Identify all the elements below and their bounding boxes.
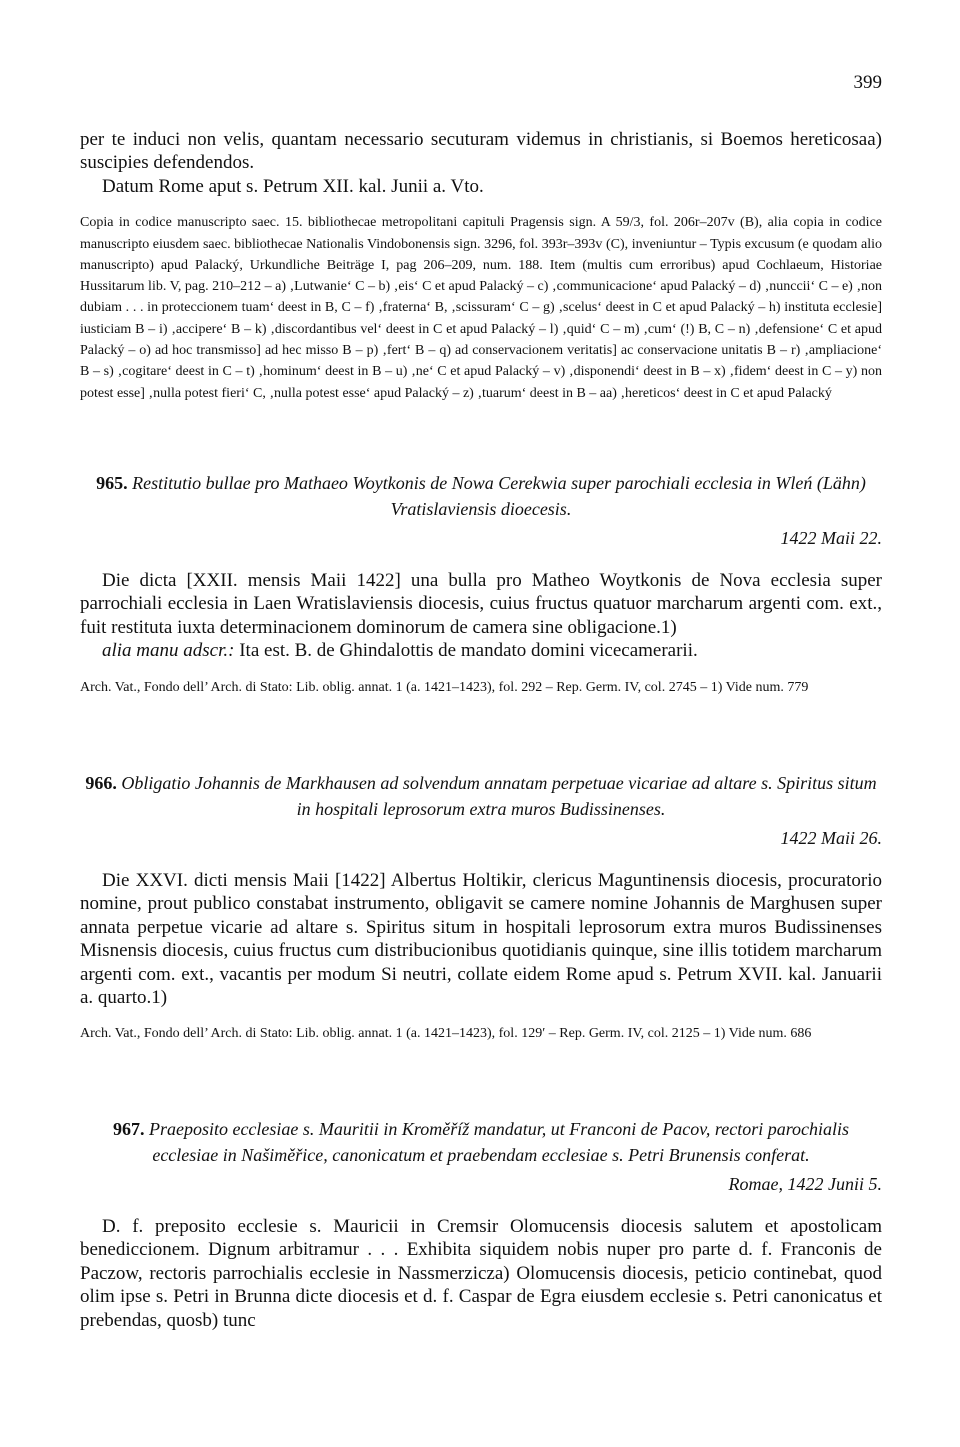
entry-notes: Arch. Vat., Fondo dell’ Arch. di Stato: Lib. oblig. annat. 1 (a. 1421–1423), fol. 292 – Rep. Germ. IV, col. 2745 – 1) Vide num. 779 [80,679,809,695]
datum-line: Datum Rome aput s. Petrum XII. kal. Junii a. Vto. [102,175,484,197]
entry-notes: Arch. Vat., Fondo dell’ Arch. di Stato: Lib. oblig. annat. 1 (a. 1421–1423), fol. 129′ – Rep. Germ. IV, col. 2125 – 1) Vide num. 686 [80,1026,812,1042]
entry-body: D. f. preposito ecclesie s. Mauricii in Cremsir Olomucensis diocesis salutem et apostolicam benediccionem. Dignum arbitramur . . . Exhibita siquidem nobis nuper pro parte d. f. Franconis de Paczow, rectoris parrochialis ecclesie in Nassmerzicza) Olomucensis diocesis, peticio continebat, quod olim ipse s. Petri in Brunna dicte diocesis et d. f. Caspar de Egra eiusdem ecclesie s. Petri canonicatus et prebendas, quosb) tunc [80,1216,882,1331]
entry-965 [80,470,882,698]
entry-date: Romae, 1422 Junii 5. [728,1174,882,1194]
entry-number: 966. [85,773,117,793]
apparatus-notes: Copia in codice manuscripto saec. 15. bibliothecae metropolitani capituli Pragensis sign. A 59/3, fol. 206r–207v (B), alia copia in codice manuscripto eiusdem saec. bibliothecae Nationalis Vindobonensis sign. 3296, fol. 393r–393v (C), inveniuntur – Typis excusum (e quodam alio manuscripto) apud Palacký, Urkundliche Beiträge I, pag 206–209, num. 188. Item (multis cum erroribus) apud Cochlaeum, Historiae Hussitarum lib. V, pag. 210–212 – a) ‚Lutwanie‘ C – b) ‚eis‘ C et apud Palacký – c) ‚communicacione‘ apud Palacký – d) ‚nunccii‘ C – e) ‚non dubiam . . . in proteccionem tuam‘ deest in B, C – f) ‚fraterna‘ B, ‚scissuram‘ C – g) ‚scelus‘ deest in C et apud Palacký – h) instituta ecclesie] iusticiam B – i) ‚accipere‘ B – k) ‚discordantibus vel‘ deest in C et apud Palacký – l) ‚quid‘ C – m) ‚cum‘ (!) B, C – n) ‚defensione‘ C et apud Palacký – o) ad hoc transmisso] ad hec misso B – p) ‚fert‘ B – q) ad conservacionem veritatis] ac conservacione unitatis B – r) ‚ampliacione‘ B – s) ‚cogitare‘ deest in C – t) ‚hominum‘ deest in B – u) ‚ne‘ C et apud Palacký – v) ‚disponendi‘ deest in B – x) ‚fidem‘ deest in C – y) non potest esse] ‚nulla potest fieri‘ C, ‚nulla potest esse‘ apud Palacký – z) ‚tuarum‘ deest in B – aa) ‚hereticos‘ deest in C et apud Palacký [80,215,882,401]
entry-title: Restitutio bullae pro Mathaeo Woytkonis de Nowa Cerekwia super parochiali ecclesia in Wleń (Lähn) Vratislaviensis dioecesis. [132,473,866,519]
continuation-text: per te induci non velis, quantam necessario secuturam videmus in christianis, si Boemos hereticosaa) suscipies defendendos. [80,129,882,174]
entry-body: Die XXVI. dicti mensis Maii [1422] Albertus Holtikir, clericus Maguntinensis diocesis, procuratorio nomine, prout publico constabat instrumento, obligavit se camere nomine Johannis de Marghusen super annata perpetue vicarie ad altare s. Spiritus situm in hospitali leprosorum extra muros Budissinenses Misnensis diocesis, cuius fructus cum distribucionibus quotidianis quinque, sine illis totidem marcharum argenti com. ext., vacantis per modum Si neutri, collate eidem Rome apud s. Petrum XVII. kal. Januarii a. quarto.1) [80,870,882,1009]
entry-966 [80,770,882,1045]
entry-date: 1422 Maii 26. [780,828,882,848]
entry-title: Praeposito ecclesiae s. Mauritii in Kroměříž mandatur, ut Franconi de Pacov, rectori parochialis ecclesiae in Našiměřice, canonicatum et praebendam ecclesiae s. Petri Brunensis conferat. [148,1119,850,1165]
adscr-label: alia manu adscr.: [102,640,235,662]
entry-date: 1422 Maii 22. [780,528,882,548]
entry-body: Die dicta [XXII. mensis Maii 1422] una bulla pro Matheo Woytkonis de Nova ecclesia super parrochiali ecclesia in Laen Wratislaviensis diocesis, cuius fructus quatuor marcharum argenti com. ext., fuit restituta iuxta determinacionem dominorum de camera sine obligacione.1) [80,570,882,638]
entry-number: 967. [112,1119,145,1139]
entry-number: 965. [96,473,128,493]
adscr-text: Ita est. B. de Ghindalottis de mandato domini vicecamerarii. [239,640,698,662]
entry-967 [80,1116,882,1332]
page-number: 399 [853,72,882,93]
entry-title: Obligatio Johannis de Markhausen ad solvendum annatam perpetuae vicariae ad altare s. Spiritus situm in hospitali leprosorum extra muros Budissinenses. [121,773,877,819]
